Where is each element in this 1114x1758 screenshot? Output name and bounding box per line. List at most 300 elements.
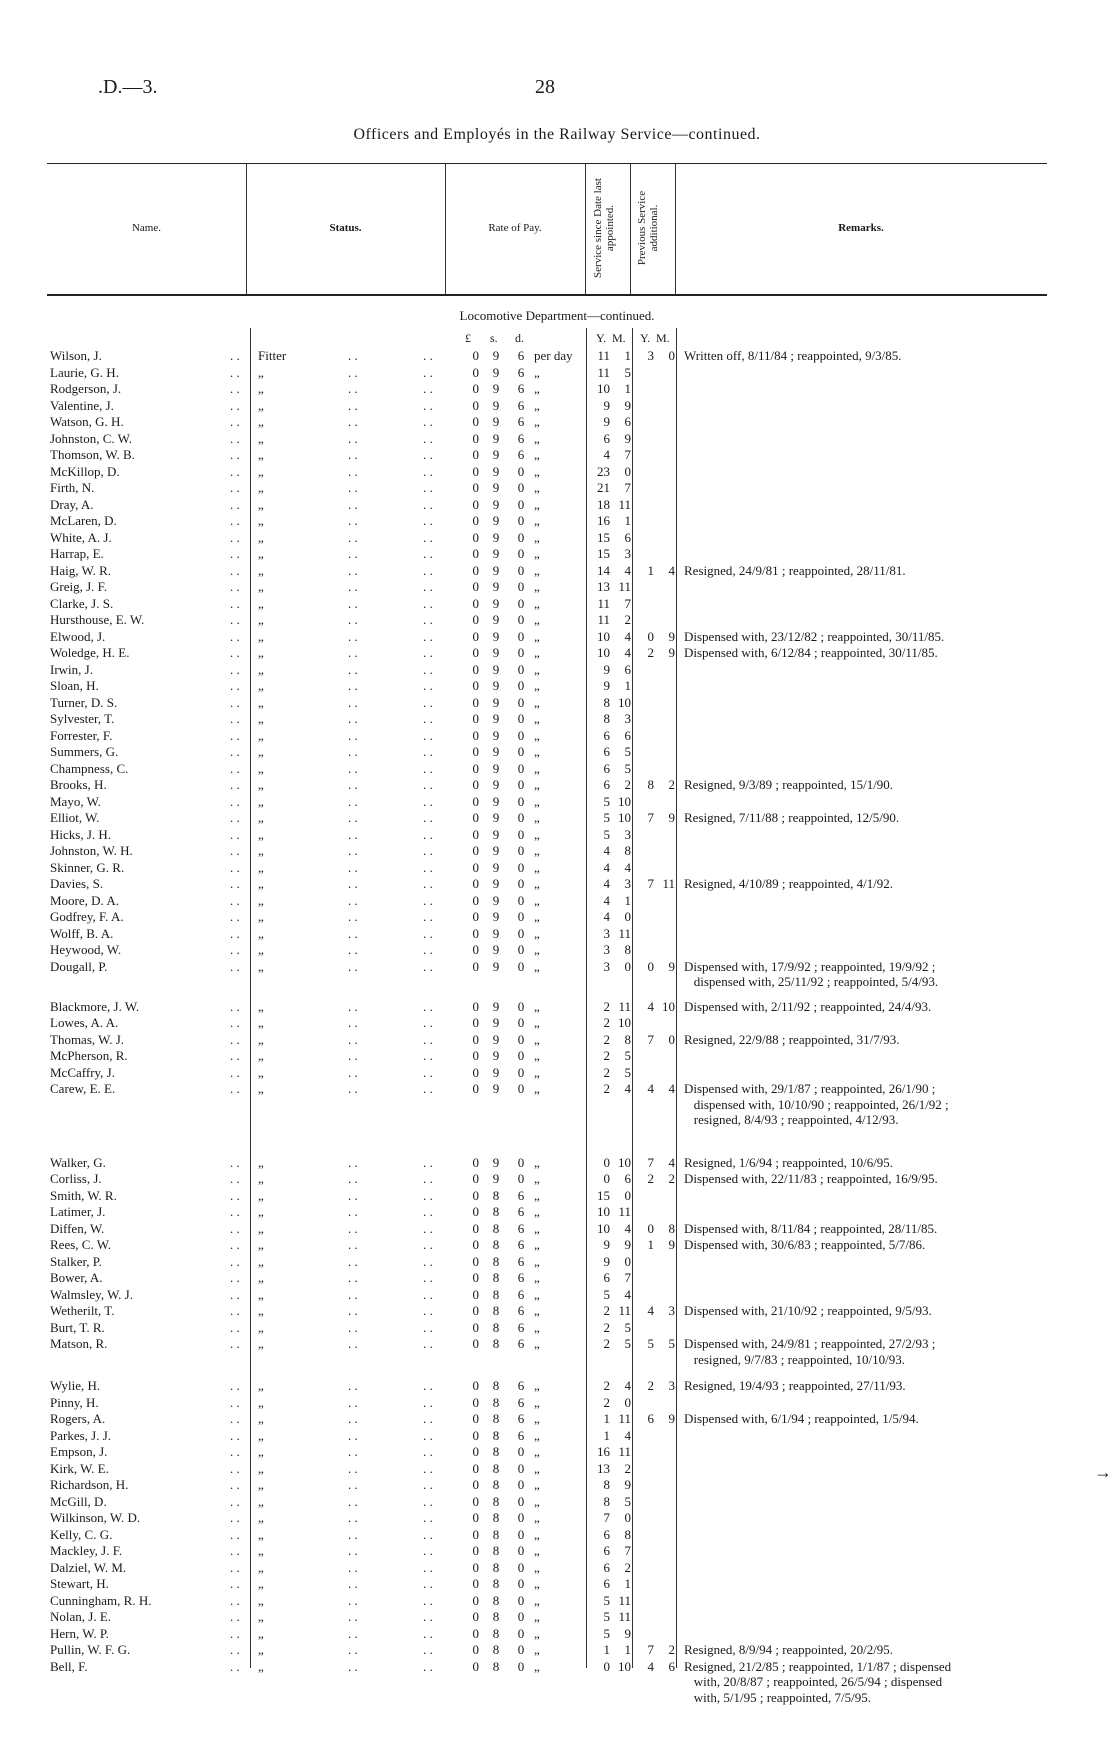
rate-period: „ bbox=[534, 661, 540, 677]
leader-dots: . . bbox=[348, 876, 358, 891]
rate-period: „ bbox=[534, 826, 540, 842]
rate-shillings: 9 bbox=[492, 1171, 500, 1186]
rate-shillings: 9 bbox=[492, 513, 500, 528]
staff-name: Corliss, J. bbox=[50, 1171, 102, 1186]
table-row bbox=[0, 1494, 1114, 1510]
service-months: 7 bbox=[624, 480, 631, 495]
leader-dots: . . bbox=[348, 463, 358, 479]
rate-pounds: 0 bbox=[472, 1048, 479, 1063]
leader-dots: . . bbox=[348, 1526, 358, 1542]
rate-pounds: 0 bbox=[472, 1031, 479, 1047]
rate-period: „ bbox=[534, 777, 540, 792]
leader-dots: . . bbox=[230, 925, 240, 941]
rate-shillings: 8 bbox=[492, 1253, 500, 1269]
leader-dots: . . bbox=[423, 1220, 433, 1236]
table-row bbox=[0, 893, 1114, 909]
staff-status: „ bbox=[258, 810, 264, 825]
leader-dots: . . bbox=[423, 876, 433, 891]
staff-name: Stewart, H. bbox=[50, 1576, 109, 1591]
leader-dots: . . bbox=[423, 727, 433, 743]
previous-months: 10 bbox=[662, 998, 675, 1014]
rate-pounds: 0 bbox=[472, 1625, 479, 1641]
rate-period: „ bbox=[534, 892, 540, 908]
staff-status: „ bbox=[258, 430, 264, 446]
service-months: 4 bbox=[624, 1220, 631, 1236]
staff-status: „ bbox=[258, 1303, 264, 1318]
rate-shillings: 8 bbox=[492, 1427, 500, 1443]
service-months: 3 bbox=[624, 876, 631, 891]
table-row bbox=[0, 1658, 1114, 1705]
service-months: 0 bbox=[624, 463, 631, 479]
service-months: 7 bbox=[624, 1543, 631, 1558]
staff-name: Johnston, W. H. bbox=[50, 843, 133, 858]
service-months: 1 bbox=[624, 513, 631, 528]
leader-dots: . . bbox=[230, 1427, 240, 1443]
rate-pence: 0 bbox=[517, 876, 525, 891]
service-years: 1 bbox=[603, 1642, 610, 1657]
rate-shillings: 9 bbox=[492, 777, 500, 792]
rate-shillings: 8 bbox=[492, 1559, 500, 1575]
staff-status: „ bbox=[258, 1592, 264, 1608]
staff-status: „ bbox=[258, 876, 264, 891]
rate-pence: 0 bbox=[517, 1526, 525, 1542]
leader-dots: . . bbox=[423, 1286, 433, 1302]
service-years: 2 bbox=[603, 1303, 610, 1318]
unit-pounds: £ bbox=[465, 331, 471, 345]
table-row bbox=[0, 546, 1114, 562]
staff-status: „ bbox=[258, 1576, 264, 1591]
service-years: 9 bbox=[603, 1253, 610, 1269]
rate-period: „ bbox=[534, 859, 540, 875]
leader-dots: . . bbox=[423, 1064, 433, 1080]
staff-name: Firth, N. bbox=[50, 480, 95, 495]
service-months: 2 bbox=[624, 777, 631, 792]
service-months: 5 bbox=[624, 1336, 631, 1351]
previous-months: 9 bbox=[668, 1411, 675, 1426]
previous-years: 4 bbox=[647, 1081, 654, 1096]
table-row bbox=[0, 1237, 1114, 1253]
table-row bbox=[0, 579, 1114, 595]
staff-status: „ bbox=[258, 1015, 264, 1030]
rate-shillings: 9 bbox=[492, 480, 500, 495]
staff-status: „ bbox=[258, 744, 264, 759]
leader-dots: . . bbox=[230, 810, 240, 825]
leader-dots: . . bbox=[423, 1081, 433, 1096]
service-years: 5 bbox=[603, 1592, 610, 1608]
leader-dots: . . bbox=[423, 513, 433, 528]
rate-pence: 0 bbox=[517, 998, 525, 1014]
rate-pounds: 0 bbox=[472, 1460, 479, 1476]
unit-previous-months: M. bbox=[656, 331, 670, 345]
staff-status: „ bbox=[258, 711, 264, 726]
leader-dots: . . bbox=[348, 1187, 358, 1203]
rate-pence: 0 bbox=[517, 777, 525, 792]
leader-dots: . . bbox=[348, 1559, 358, 1575]
rate-period: „ bbox=[534, 1543, 540, 1558]
rate-pence: 0 bbox=[517, 1031, 525, 1047]
leader-dots: . . bbox=[423, 843, 433, 858]
staff-name: Thomson, W. B. bbox=[50, 447, 135, 462]
rate-period: „ bbox=[534, 612, 540, 627]
staff-status: „ bbox=[258, 661, 264, 677]
leader-dots: . . bbox=[230, 612, 240, 627]
rate-pounds: 0 bbox=[472, 430, 479, 446]
leader-dots: . . bbox=[230, 661, 240, 677]
service-years: 11 bbox=[597, 595, 610, 611]
leader-dots: . . bbox=[348, 579, 358, 594]
rate-pence: 0 bbox=[517, 1477, 525, 1492]
rate-period: „ bbox=[534, 1576, 540, 1591]
unit-service-months: M. bbox=[612, 331, 626, 345]
header-bottom-rule bbox=[47, 294, 1047, 296]
leader-dots: . . bbox=[423, 1609, 433, 1624]
table-row bbox=[0, 513, 1114, 529]
rate-pounds: 0 bbox=[472, 1543, 479, 1558]
table-row bbox=[0, 497, 1114, 513]
rate-pence: 6 bbox=[517, 1220, 525, 1236]
table-row bbox=[0, 1593, 1114, 1609]
table-row bbox=[0, 999, 1114, 1015]
leader-dots: . . bbox=[230, 958, 240, 974]
staff-status: „ bbox=[258, 998, 264, 1014]
staff-status: „ bbox=[258, 826, 264, 842]
leader-dots: . . bbox=[423, 925, 433, 941]
leader-dots: . . bbox=[348, 612, 358, 627]
service-years: 2 bbox=[603, 1394, 610, 1410]
rate-pounds: 0 bbox=[472, 711, 479, 726]
staff-status: „ bbox=[258, 1081, 264, 1096]
leader-dots: . . bbox=[230, 1592, 240, 1608]
remarks: Dispensed with, 21/10/92 ; reappointed, 9/5/93. bbox=[684, 1303, 932, 1318]
rate-pence: 0 bbox=[517, 727, 525, 743]
rate-period: „ bbox=[534, 595, 540, 611]
rate-period: „ bbox=[534, 1204, 540, 1219]
leader-dots: . . bbox=[348, 678, 358, 693]
leader-dots: . . bbox=[348, 645, 358, 660]
rate-pounds: 0 bbox=[472, 1081, 479, 1096]
staff-status: „ bbox=[258, 1064, 264, 1080]
service-months: 11 bbox=[618, 579, 631, 594]
rate-shillings: 9 bbox=[492, 1064, 500, 1080]
staff-name: Moore, D. A. bbox=[50, 892, 119, 908]
service-months: 1 bbox=[624, 892, 631, 908]
service-years: 3 bbox=[603, 925, 610, 941]
leader-dots: . . bbox=[230, 562, 240, 578]
leader-dots: . . bbox=[423, 694, 433, 710]
service-months: 3 bbox=[624, 711, 631, 726]
leader-dots: . . bbox=[230, 1493, 240, 1509]
rate-shillings: 8 bbox=[492, 1510, 500, 1525]
service-years: 8 bbox=[603, 694, 610, 710]
rate-pence: 0 bbox=[517, 1444, 525, 1459]
service-months: 5 bbox=[624, 364, 631, 380]
staff-status: „ bbox=[258, 529, 264, 545]
staff-name: Rogers, A. bbox=[50, 1411, 106, 1426]
service-years: 8 bbox=[603, 711, 610, 726]
leader-dots: . . bbox=[230, 793, 240, 809]
leader-dots: . . bbox=[230, 1576, 240, 1591]
staff-status: „ bbox=[258, 546, 264, 561]
rate-period: „ bbox=[534, 1270, 540, 1285]
leader-dots: . . bbox=[348, 1460, 358, 1476]
table-row bbox=[0, 1171, 1114, 1187]
leader-dots: . . bbox=[230, 381, 240, 396]
remarks: Dispensed with, 17/9/92 ; reappointed, 19/9/92 ; dispensed with, 25/11/92 ; reappointed, 5/4/93. bbox=[684, 958, 939, 989]
staff-name: Hicks, J. H. bbox=[50, 826, 112, 842]
leader-dots: . . bbox=[423, 711, 433, 726]
rate-period: „ bbox=[534, 810, 540, 825]
table-row bbox=[0, 711, 1114, 727]
rate-period: „ bbox=[534, 843, 540, 858]
rate-pence: 0 bbox=[517, 496, 525, 512]
rate-shillings: 9 bbox=[492, 711, 500, 726]
rate-period: „ bbox=[534, 1460, 540, 1476]
leader-dots: . . bbox=[423, 381, 433, 396]
leader-dots: . . bbox=[230, 1286, 240, 1302]
staff-name: Clarke, J. S. bbox=[50, 595, 114, 611]
staff-status: „ bbox=[258, 958, 264, 974]
rate-pounds: 0 bbox=[472, 777, 479, 792]
staff-name: McGill, D. bbox=[50, 1493, 107, 1509]
rate-pence: 0 bbox=[517, 1048, 525, 1063]
rate-pence: 0 bbox=[517, 1081, 525, 1096]
rate-pence: 0 bbox=[517, 843, 525, 858]
rate-pounds: 0 bbox=[472, 1303, 479, 1318]
table-row bbox=[0, 1188, 1114, 1204]
staff-status: „ bbox=[258, 397, 264, 413]
leader-dots: . . bbox=[423, 579, 433, 594]
service-years: 2 bbox=[603, 1031, 610, 1047]
rate-pounds: 0 bbox=[472, 892, 479, 908]
header-top-rule bbox=[47, 163, 1047, 164]
rate-shillings: 8 bbox=[492, 1303, 500, 1318]
staff-status: „ bbox=[258, 843, 264, 858]
staff-status: „ bbox=[258, 1204, 264, 1219]
rate-period: „ bbox=[534, 414, 540, 429]
leader-dots: . . bbox=[423, 1204, 433, 1219]
page-number: 28 bbox=[535, 76, 555, 98]
margin-arrow-icon: → bbox=[1094, 1462, 1112, 1482]
service-months: 10 bbox=[618, 694, 631, 710]
leader-dots: . . bbox=[348, 1609, 358, 1624]
service-years: 5 bbox=[603, 793, 610, 809]
rate-pence: 6 bbox=[517, 1187, 525, 1203]
rate-pounds: 0 bbox=[472, 1510, 479, 1525]
previous-years: 2 bbox=[647, 645, 654, 660]
service-years: 15 bbox=[597, 546, 610, 561]
leader-dots: . . bbox=[423, 1378, 433, 1393]
leader-dots: . . bbox=[230, 1303, 240, 1318]
service-months: 5 bbox=[624, 1064, 631, 1080]
table-row bbox=[0, 1477, 1114, 1493]
staff-status: „ bbox=[258, 694, 264, 710]
service-years: 4 bbox=[603, 892, 610, 908]
rate-shillings: 9 bbox=[492, 876, 500, 891]
leader-dots: . . bbox=[348, 1286, 358, 1302]
service-years: 0 bbox=[603, 1154, 610, 1170]
rate-pounds: 0 bbox=[472, 1609, 479, 1624]
rate-period: „ bbox=[534, 1031, 540, 1047]
table-row bbox=[0, 860, 1114, 876]
staff-status: „ bbox=[258, 1642, 264, 1657]
service-years: 8 bbox=[603, 1493, 610, 1509]
rate-shillings: 9 bbox=[492, 562, 500, 578]
rate-pounds: 0 bbox=[472, 1493, 479, 1509]
leader-dots: . . bbox=[230, 1154, 240, 1170]
service-months: 2 bbox=[624, 1559, 631, 1575]
rate-period: „ bbox=[534, 579, 540, 594]
table-row bbox=[0, 1461, 1114, 1477]
leader-dots: . . bbox=[348, 496, 358, 512]
leader-dots: . . bbox=[348, 513, 358, 528]
staff-name: Kirk, W. E. bbox=[50, 1460, 109, 1476]
table-row bbox=[0, 596, 1114, 612]
rate-shillings: 9 bbox=[492, 859, 500, 875]
service-months: 6 bbox=[624, 1171, 631, 1186]
leader-dots: . . bbox=[230, 1270, 240, 1285]
rate-pounds: 0 bbox=[472, 496, 479, 512]
leader-dots: . . bbox=[348, 1253, 358, 1269]
rate-shillings: 8 bbox=[492, 1658, 500, 1674]
leader-dots: . . bbox=[423, 1270, 433, 1285]
rate-pence: 6 bbox=[517, 1378, 525, 1393]
table-row bbox=[0, 1032, 1114, 1048]
leader-dots: . . bbox=[230, 727, 240, 743]
remarks: Dispensed with, 6/12/84 ; reappointed, 30/11/85. bbox=[684, 645, 938, 660]
staff-status: „ bbox=[258, 727, 264, 743]
leader-dots: . . bbox=[423, 612, 433, 627]
rate-pence: 6 bbox=[517, 1319, 525, 1335]
service-years: 10 bbox=[597, 381, 610, 396]
leader-dots: . . bbox=[348, 1543, 358, 1558]
rate-shillings: 9 bbox=[492, 414, 500, 429]
rate-pence: 0 bbox=[517, 958, 525, 974]
remarks: Resigned, 19/4/93 ; reappointed, 27/11/93. bbox=[684, 1378, 906, 1393]
table-row bbox=[0, 1221, 1114, 1237]
leader-dots: . . bbox=[230, 1031, 240, 1047]
rate-pounds: 0 bbox=[472, 513, 479, 528]
leader-dots: . . bbox=[230, 1378, 240, 1393]
leader-dots: . . bbox=[423, 1411, 433, 1426]
leader-dots: . . bbox=[230, 1559, 240, 1575]
rate-pence: 6 bbox=[517, 1286, 525, 1302]
previous-years: 7 bbox=[647, 1642, 654, 1657]
leader-dots: . . bbox=[348, 727, 358, 743]
column-header-name: Name. bbox=[131, 222, 161, 234]
staff-status: „ bbox=[258, 1411, 264, 1426]
rate-pence: 0 bbox=[517, 711, 525, 726]
service-years: 2 bbox=[603, 1081, 610, 1096]
service-months: 1 bbox=[624, 348, 631, 363]
table-row bbox=[0, 1444, 1114, 1460]
staff-name: Heywood, W. bbox=[50, 942, 122, 957]
service-months: 11 bbox=[618, 925, 631, 941]
service-months: 0 bbox=[624, 1187, 631, 1203]
leader-dots: . . bbox=[348, 480, 358, 495]
table-row bbox=[0, 480, 1114, 496]
leader-dots: . . bbox=[423, 1625, 433, 1641]
rate-shillings: 9 bbox=[492, 1015, 500, 1030]
table-row bbox=[0, 381, 1114, 397]
rate-pence: 0 bbox=[517, 678, 525, 693]
rate-pence: 6 bbox=[517, 1270, 525, 1285]
column-header-previous: Previous Service additional. bbox=[636, 190, 660, 266]
service-years: 2 bbox=[603, 1015, 610, 1030]
table-row bbox=[0, 1048, 1114, 1064]
leader-dots: . . bbox=[348, 1237, 358, 1252]
rate-pence: 0 bbox=[517, 480, 525, 495]
leader-dots: . . bbox=[423, 1576, 433, 1591]
leader-dots: . . bbox=[423, 1319, 433, 1335]
column-header-remarks: Remarks. bbox=[838, 222, 884, 234]
rate-shillings: 9 bbox=[492, 595, 500, 611]
previous-months: 4 bbox=[668, 1154, 675, 1170]
rate-pounds: 0 bbox=[472, 744, 479, 759]
rate-period: „ bbox=[534, 562, 540, 578]
staff-name: McKillop, D. bbox=[50, 463, 120, 479]
service-years: 6 bbox=[603, 727, 610, 743]
staff-status: „ bbox=[258, 892, 264, 908]
rate-period: „ bbox=[534, 430, 540, 446]
leader-dots: . . bbox=[423, 1658, 433, 1674]
rate-pence: 0 bbox=[517, 529, 525, 545]
leader-dots: . . bbox=[230, 1171, 240, 1186]
leader-dots: . . bbox=[423, 958, 433, 974]
leader-dots: . . bbox=[230, 1048, 240, 1063]
staff-status: „ bbox=[258, 1237, 264, 1252]
service-months: 10 bbox=[618, 793, 631, 809]
table-row bbox=[0, 629, 1114, 645]
service-months: 5 bbox=[624, 744, 631, 759]
previous-years: 5 bbox=[647, 1336, 654, 1351]
rate-pounds: 0 bbox=[472, 579, 479, 594]
leader-dots: . . bbox=[423, 777, 433, 792]
staff-status: „ bbox=[258, 463, 264, 479]
rate-shillings: 8 bbox=[492, 1493, 500, 1509]
staff-name: Stalker, P. bbox=[50, 1253, 102, 1269]
service-years: 23 bbox=[597, 463, 610, 479]
rate-period: „ bbox=[534, 1510, 540, 1525]
leader-dots: . . bbox=[423, 1493, 433, 1509]
rate-pence: 6 bbox=[517, 381, 525, 396]
rate-pence: 0 bbox=[517, 562, 525, 578]
service-months: 6 bbox=[624, 414, 631, 429]
rate-pence: 0 bbox=[517, 1625, 525, 1641]
table-row bbox=[0, 761, 1114, 777]
rate-pence: 0 bbox=[517, 1543, 525, 1558]
service-years: 6 bbox=[603, 1270, 610, 1285]
rate-pounds: 0 bbox=[472, 998, 479, 1014]
service-months: 11 bbox=[618, 1204, 631, 1219]
remarks: Resigned, 9/3/89 ; reappointed, 15/1/90. bbox=[684, 777, 894, 792]
leader-dots: . . bbox=[348, 1394, 358, 1410]
leader-dots: . . bbox=[423, 1460, 433, 1476]
staff-name: McLaren, D. bbox=[50, 513, 117, 528]
leader-dots: . . bbox=[423, 364, 433, 380]
staff-status: „ bbox=[258, 628, 264, 644]
previous-months: 11 bbox=[662, 876, 675, 891]
staff-name: Rees, C. W. bbox=[50, 1237, 112, 1252]
rate-shillings: 9 bbox=[492, 843, 500, 858]
rate-shillings: 9 bbox=[492, 727, 500, 743]
leader-dots: . . bbox=[348, 942, 358, 957]
rate-period: „ bbox=[534, 678, 540, 693]
staff-status: „ bbox=[258, 1048, 264, 1063]
leader-dots: . . bbox=[348, 414, 358, 429]
rate-pence: 6 bbox=[517, 1237, 525, 1252]
staff-status: „ bbox=[258, 364, 264, 380]
rate-shillings: 9 bbox=[492, 348, 500, 363]
